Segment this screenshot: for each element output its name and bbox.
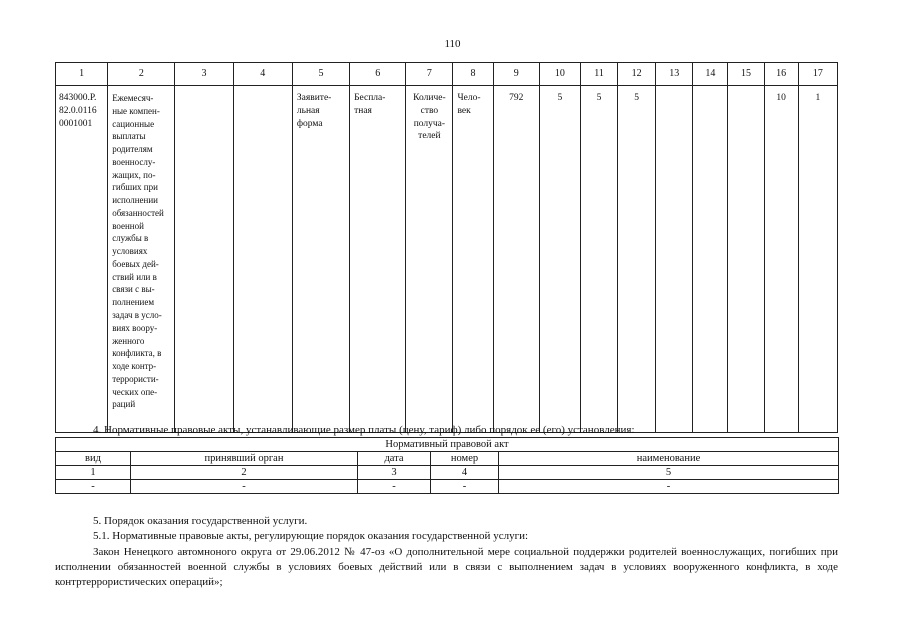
col-header: номер: [431, 452, 499, 466]
table-cell: Беспла- тная: [350, 86, 406, 433]
table-title: Нормативный правовой акт: [56, 438, 839, 452]
col-header: 3: [175, 63, 233, 86]
table-cell: -: [499, 480, 839, 494]
col-header: 5: [292, 63, 349, 86]
col-header: 14: [693, 63, 728, 86]
col-header: 16: [764, 63, 798, 86]
col-header: 1: [56, 63, 108, 86]
section5-1-heading: 5.1. Нормативные правовые акты, регулирующие порядок оказания государственной услуги:: [93, 530, 529, 542]
col-header: 7: [406, 63, 453, 86]
table-cell: 1: [56, 466, 131, 480]
table-cell: Заявите- льная форма: [292, 86, 349, 433]
table-title-row: [56, 438, 839, 452]
col-header: 8: [453, 63, 493, 86]
table-header-row: [56, 452, 839, 466]
table-cell: [728, 86, 764, 433]
table-cell: 1: [798, 86, 837, 433]
table-cell: 2: [131, 466, 358, 480]
table-cell: -: [56, 480, 131, 494]
table-cell: [175, 86, 233, 433]
col-header: вид: [56, 452, 131, 466]
table-row: [56, 480, 839, 494]
service-name-cell: Ежемесяч- ные компен- сационные выплаты родителям военнослу- жащих, по- гибших при исполнении обязанностей военной службы в условиях боевых дей- ствий или в связи с вы- полнением задач в усло- виях воору- женного конфликта, в ходе контр- террористи- ческих опе- раций: [108, 86, 175, 433]
table-cell: [233, 86, 292, 433]
table-cell: 3: [358, 466, 431, 480]
table-cell: Количе- ство получа- телей: [406, 86, 453, 433]
table-cell: -: [358, 480, 431, 494]
col-header: 2: [108, 63, 175, 86]
col-header: 4: [233, 63, 292, 86]
table-cell: 5: [580, 86, 617, 433]
service-indicators-table: [55, 62, 838, 433]
col-header: наименование: [499, 452, 839, 466]
column-number-row: [56, 466, 839, 480]
col-header: 15: [728, 63, 764, 86]
legal-acts-table: [55, 437, 839, 494]
col-header: 11: [580, 63, 617, 86]
page-number: 110: [444, 38, 461, 50]
law-text: Закон Ненецкого автомноного округа от 29.06.2012 № 47-оз «О дополнительной мере социальной поддержки родителей военнослужащих, погибших при исполнении обязанностей военной службы в условиях боевых действий или в связи с выполнением задач в условиях вооруженного конфликта, в ходе контртеррористических операций»;: [55, 546, 838, 588]
table-cell: 10: [764, 86, 798, 433]
table-row: [56, 86, 838, 433]
col-header: 12: [618, 63, 656, 86]
col-header: 10: [539, 63, 580, 86]
table-cell: [693, 86, 728, 433]
table-cell: 5: [499, 466, 839, 480]
table-cell: [656, 86, 693, 433]
table-cell: -: [431, 480, 499, 494]
col-header: 17: [798, 63, 837, 86]
col-header: принявший орган: [131, 452, 358, 466]
section5-heading: 5. Порядок оказания государственной услуги.: [93, 515, 308, 527]
table-cell: 4: [431, 466, 499, 480]
section4-heading: 4. Нормативные правовые акты, устанавливающие размер платы (цену, тариф) либо порядок ее (его) установления:: [93, 424, 635, 436]
registry-code-cell: 843000.Р. 82.0.0116 0001001: [56, 86, 108, 433]
col-header: дата: [358, 452, 431, 466]
table-cell: 792: [493, 86, 539, 433]
table-cell: 5: [539, 86, 580, 433]
table-cell: -: [131, 480, 358, 494]
col-header: 9: [493, 63, 539, 86]
col-header: 6: [350, 63, 406, 86]
table-cell: Чело- век: [453, 86, 493, 433]
table-header-row: [56, 63, 838, 86]
col-header: 13: [656, 63, 693, 86]
table-cell: 5: [618, 86, 656, 433]
